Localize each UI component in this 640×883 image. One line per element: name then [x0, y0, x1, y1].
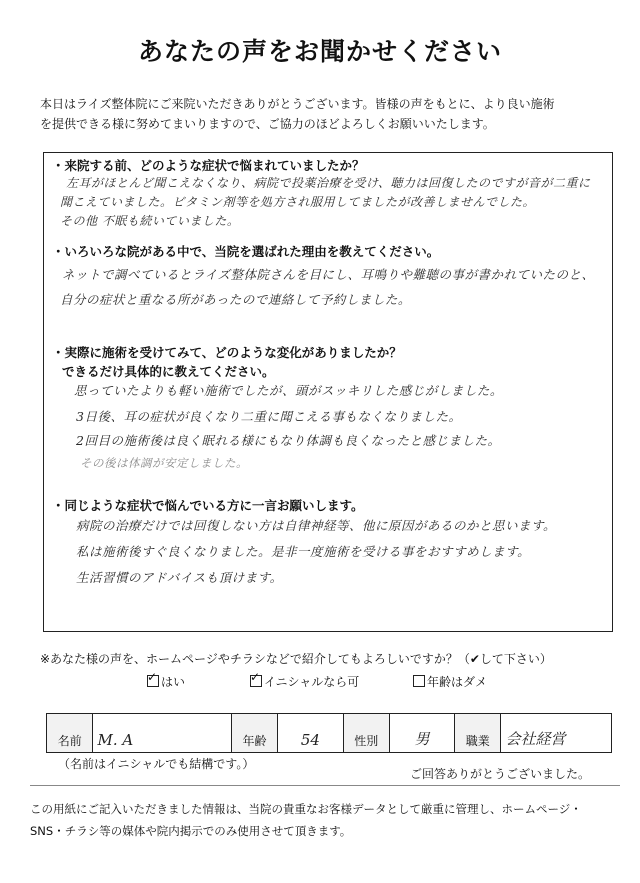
intro-line: を提供できる様に努めてまいりますので、ご協力のほどよろしくお願いいたします。: [40, 117, 495, 131]
consent-question: ※あなた様の声を、ホームページやチラシなどで紹介してもよろしいですか？（✔して下さい）: [40, 652, 552, 666]
question-2: ・いろいろな院がある中で、当院を選ばれた理由を教えてください。: [52, 244, 440, 259]
checkbox-checked[interactable]: [147, 675, 159, 687]
answer-4-line: 病院の治療だけでは回復しない方は自律神経等、他に原因があるのかと思います。: [76, 518, 557, 533]
age-value: [278, 714, 343, 753]
question-1: ・来院する前、どのような症状で悩まれていましたか？: [52, 158, 365, 173]
consent-option-label: イニシャルなら可: [264, 675, 360, 689]
name-value-text: M. A: [97, 731, 134, 749]
answer-3-line: その後は体調が安定しました。: [80, 456, 248, 470]
answer-1-line: その他 不眠も続いていました。: [60, 214, 240, 228]
checkbox-unchecked[interactable]: [413, 675, 425, 687]
answer-4-line: 生活習慣のアドバイスも頂けます。: [76, 570, 283, 585]
footer-text: [30, 798, 620, 842]
answer-1-line: 聞こえていました。ビタミン剤等を処方され服用してましたが改善しませんでした。: [60, 195, 536, 209]
name-value: [93, 714, 231, 753]
consent-option-no-age[interactable]: [413, 673, 487, 690]
info-table: [46, 713, 612, 753]
answer-3-line: 2回目の施術後は良く眠れる様にもなり体調も良くなったと感じました。: [76, 433, 501, 448]
intro-line: 本日はライズ整体院にご来院いただきありがとうございます。皆様の声をもとに、より良い施術: [40, 97, 555, 111]
sex-value: [390, 714, 455, 753]
checkbox-checked[interactable]: [250, 675, 262, 687]
sex-value-text: 男: [414, 730, 430, 748]
footer-line: この用紙にご記入いただきました情報は、当院の貴重なお客様データとして厳重に管理し、ホームページ・: [30, 802, 582, 816]
answer-3-line: 思っていたよりも軽い施術でしたが、頭がスッキリした感じがしました。: [74, 383, 503, 398]
name-note: （名前はイニシャルでも結構です。）: [58, 757, 255, 771]
consent-option-yes[interactable]: [147, 673, 185, 690]
consent-option-label: はい: [161, 675, 186, 689]
question-3-sub: できるだけ具体的に教えてください。: [62, 364, 275, 379]
age-value-text: 54: [300, 731, 320, 749]
question-3: ・実際に施術を受けてみて、どのような変化がありましたか？: [52, 345, 402, 360]
intro-text: [40, 94, 615, 134]
sex-label: 性別: [343, 714, 389, 753]
consent-option-label: 年齢はダメ: [427, 675, 488, 689]
answer-2-line: 自分の症状と重なる所があったので連絡して予約しました。: [60, 292, 411, 307]
job-value: [501, 714, 612, 753]
thanks-text: ご回答ありがとうございました。: [410, 767, 591, 781]
footer-line: SNS・チラシ等の媒体や院内掲示でのみ使用させて頂きます。: [30, 824, 352, 838]
footer-divider: [30, 785, 620, 786]
job-label: 職業: [454, 714, 500, 753]
age-label: 年齢: [231, 714, 277, 753]
name-label: 名前: [47, 714, 93, 753]
consent-option-initial[interactable]: [250, 673, 359, 690]
question-4: ・同じような症状で悩んでいる方に一言お願いします。: [52, 498, 364, 513]
page-title: あなたの声をお聞かせください: [137, 37, 502, 66]
answer-1-line: 左耳がほとんど聞こえなくなり、病院で投薬治療を受け、聴力は回復したのですが音が二重に: [66, 176, 591, 190]
job-value-text: 会社経営: [505, 730, 566, 748]
answer-3-line: 3日後、耳の症状が良くなり二重に聞こえる事もなくなりました。: [76, 409, 462, 424]
answer-4-line: 私は施術後すぐ良くなりました。是非一度施術を受ける事をおすすめします。: [76, 544, 531, 559]
answer-2-line: ネットで調べているとライズ整体院さんを目にし、耳鳴りや難聴の事が書かれていたのと、: [62, 267, 595, 282]
